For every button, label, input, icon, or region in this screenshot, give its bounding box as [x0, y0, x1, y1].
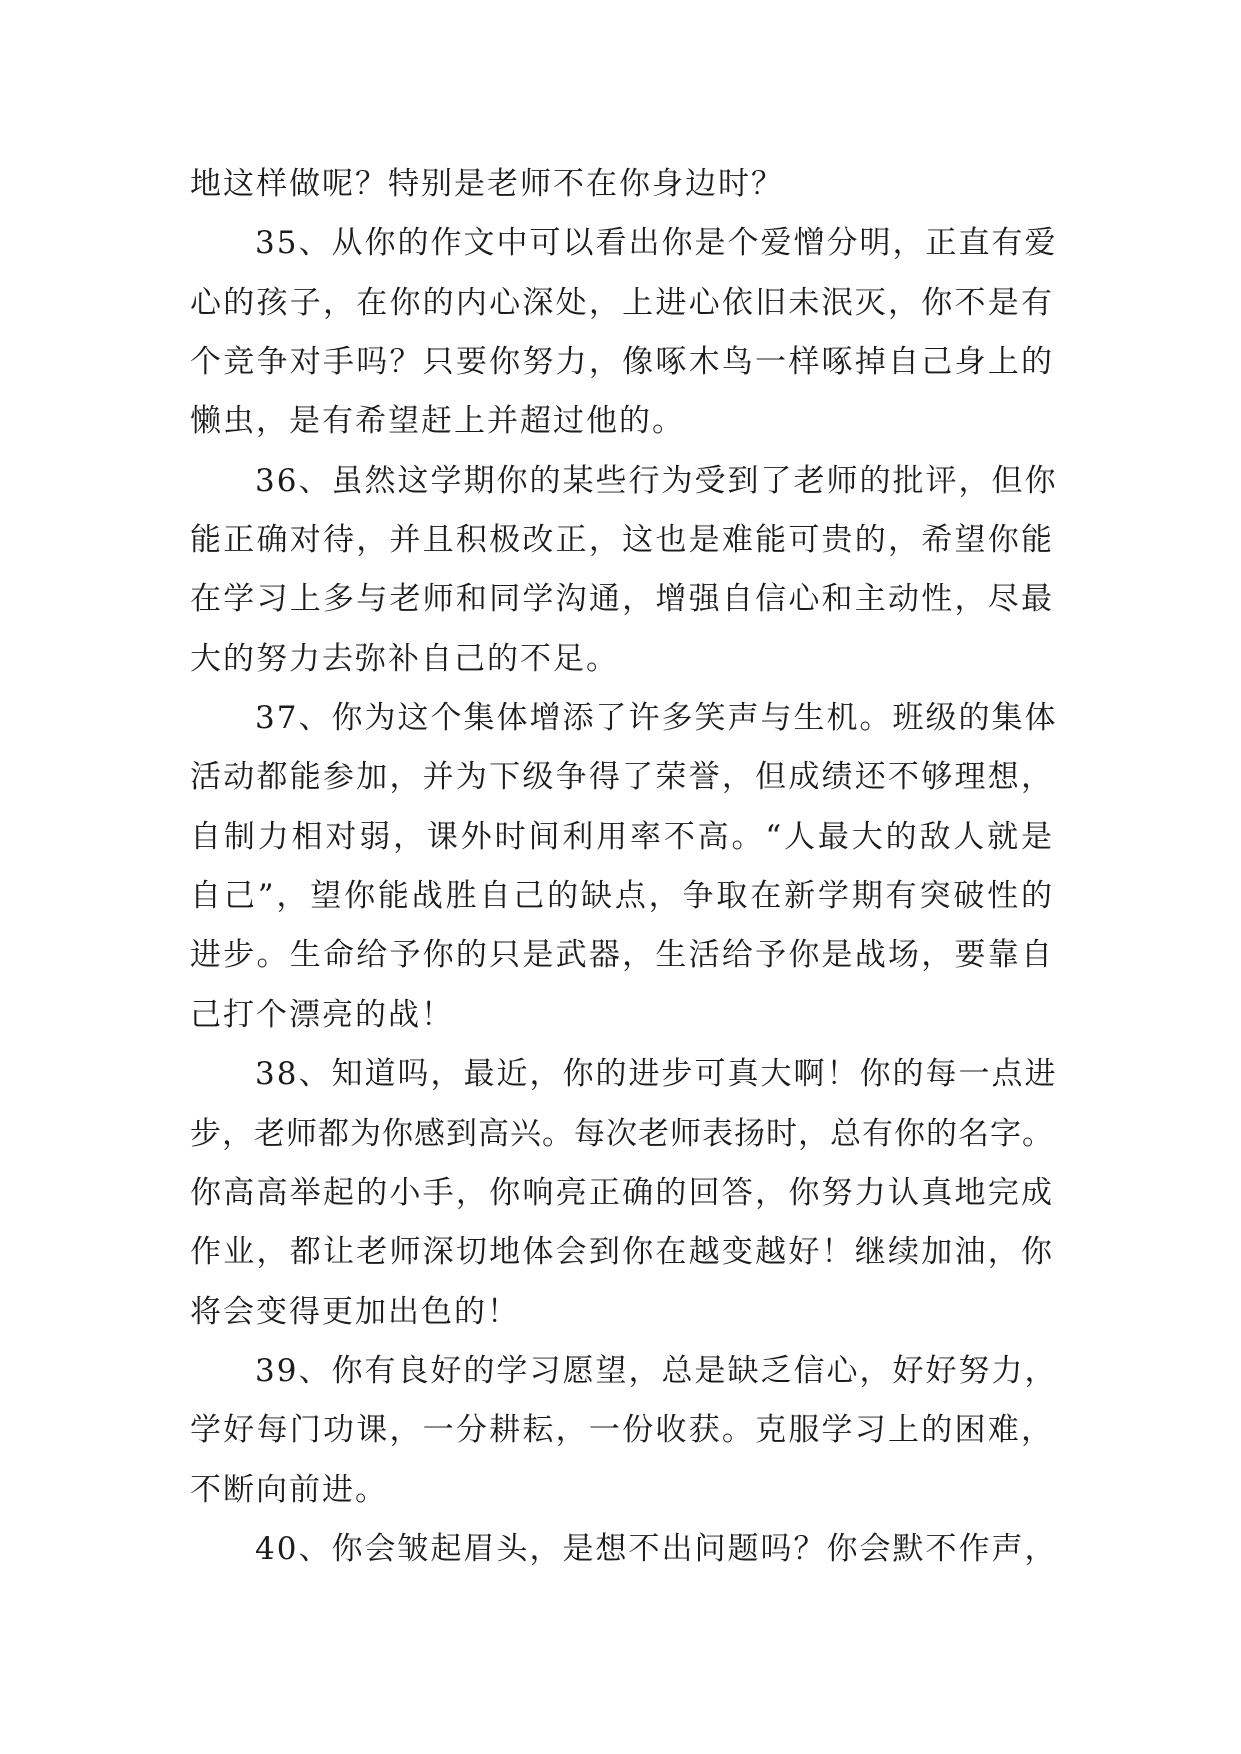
text-line: 39、你有良好的学习愿望，总是缺乏信心，好好努力，: [255, 1352, 1058, 1389]
text-line: 在学习上多与老师和同学沟通，增强自信心和主动性，尽最: [190, 581, 1054, 618]
paragraph: [190, 689, 1058, 1045]
body-text: [190, 155, 1058, 1579]
text-line: 地这样做呢？特别是老师不在你身边时？: [190, 166, 784, 202]
text-line: 能正确对待，并且积极改正，这也是难能可贵的，希望你能: [190, 522, 1054, 559]
text-line: 己打个漂亮的战！: [190, 996, 454, 1033]
text-line: 学好每门功课，一分耕耘，一份收获。克服学习上的困难，: [190, 1412, 1054, 1449]
paragraph: [190, 155, 1054, 214]
text-line: 36、虽然这学期你的某些行为受到了老师的批评，但你: [255, 462, 1058, 499]
text-line: 活动都能参加，并为下级争得了荣誉，但成绩还不够理想，: [190, 759, 1054, 796]
paragraph: [190, 1045, 1058, 1342]
text-line: 进步。生命给予你的只是武器，生活给予你是战场，要靠自: [190, 937, 1054, 974]
text-line: 作业，都让老师深切地体会到你在越变越好！继续加油，你: [190, 1234, 1054, 1271]
text-line: 40、你会皱起眉头，是想不出问题吗？你会默不作声，: [255, 1530, 1058, 1567]
text-line: 懒虫，是有希望赶上并超过他的。: [190, 403, 685, 440]
paragraph: [190, 452, 1058, 689]
text-line: 大的努力去弥补自己的不足。: [190, 640, 619, 677]
paragraph: [190, 1520, 1058, 1579]
text-line: 将会变得更加出色的！: [190, 1293, 520, 1330]
text-line: 自制力相对弱，课外时间利用率不高。“人最大的敌人就是: [190, 818, 1054, 855]
text-line: 38、知道吗，最近，你的进步可真大啊！你的每一点进: [255, 1056, 1058, 1093]
text-line: 个竞争对手吗？只要你努力，像啄木鸟一样啄掉自己身上的: [190, 344, 1054, 381]
text-line: 步，老师都为你感到高兴。每次老师表扬时，总有你的名字。: [190, 1115, 1054, 1152]
text-line: 你高高举起的小手，你响亮正确的回答，你努力认真地完成: [190, 1174, 1054, 1211]
paragraph: [190, 214, 1058, 451]
text-line: 35、从你的作文中可以看出你是个爱憎分明，正直有爱: [255, 225, 1058, 262]
text-line: 不断向前进。: [190, 1471, 388, 1508]
text-line: 37、你为这个集体增添了许多笑声与生机。班级的集体: [255, 700, 1058, 737]
text-line: 心的孩子，在你的内心深处，上进心依旧未泯灭，你不是有: [190, 284, 1054, 321]
paragraph: [190, 1342, 1058, 1520]
text-line: 自己”，望你能战胜自己的缺点，争取在新学期有突破性的: [190, 878, 1054, 915]
